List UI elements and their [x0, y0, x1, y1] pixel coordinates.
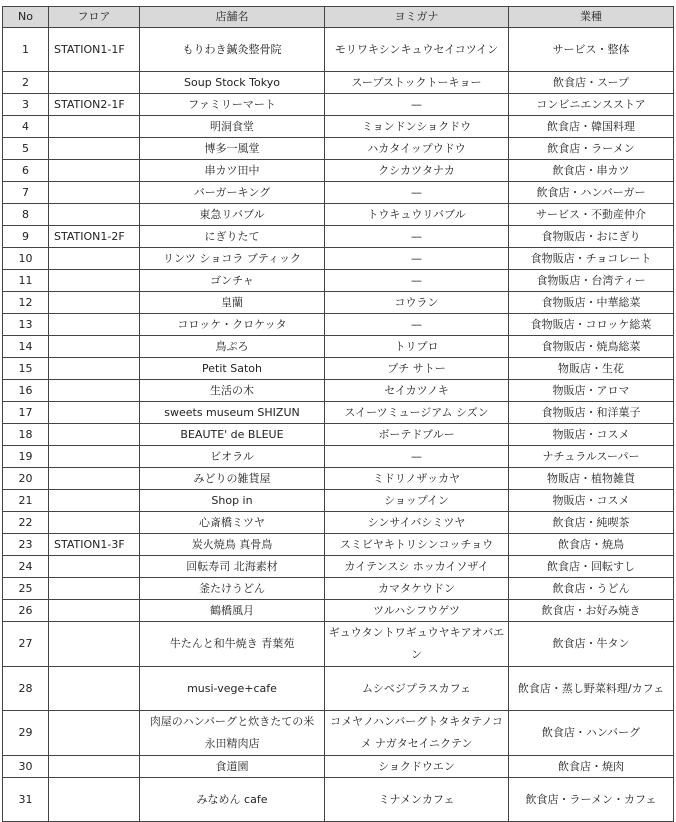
- cell-no: 31: [3, 778, 49, 822]
- cell-no: 25: [3, 578, 49, 600]
- table-row: [3, 402, 674, 424]
- cell-shop-name: ゴンチャ: [140, 270, 325, 292]
- table-row: [3, 446, 674, 468]
- cell-no: 10: [3, 248, 49, 270]
- cell-reading: —: [325, 314, 509, 336]
- cell-reading: トウキュウリバブル: [325, 204, 509, 226]
- cell-shop-name: 回転寿司 北海素材: [140, 556, 325, 578]
- cell-no: 4: [3, 116, 49, 138]
- cell-reading: コウラン: [325, 292, 509, 314]
- cell-no: 13: [3, 314, 49, 336]
- table-row: [3, 622, 674, 667]
- cell-floor: [49, 711, 140, 756]
- cell-no: 20: [3, 468, 49, 490]
- cell-shop-name: 明洞食堂: [140, 116, 325, 138]
- cell-reading: ミナメンカフェ: [325, 778, 509, 822]
- cell-reading: シンサイバシミツヤ: [325, 512, 509, 534]
- cell-no: 3: [3, 94, 49, 116]
- cell-no: 17: [3, 402, 49, 424]
- cell-no: 5: [3, 138, 49, 160]
- cell-floor: [49, 270, 140, 292]
- cell-shop-name: ファミリーマート: [140, 94, 325, 116]
- table-row: [3, 556, 674, 578]
- cell-no: 19: [3, 446, 49, 468]
- cell-reading: —: [325, 182, 509, 204]
- cell-shop-name: もりわき鍼灸整骨院: [140, 28, 325, 72]
- cell-shop-name: Soup Stock Tokyo: [140, 72, 325, 94]
- cell-category: 食物販店・台湾ティー: [509, 270, 674, 292]
- cell-no: 16: [3, 380, 49, 402]
- cell-no: 8: [3, 204, 49, 226]
- table-row: [3, 314, 674, 336]
- cell-floor: [49, 600, 140, 622]
- table-row: [3, 756, 674, 778]
- cell-shop-name: BEAUTE' de BLEUE: [140, 424, 325, 446]
- table-row: [3, 600, 674, 622]
- cell-shop-name: 東急リバブル: [140, 204, 325, 226]
- cell-reading: コメヤノハンバーグトタキタテノコメ ナガタセイニクテン: [325, 711, 509, 756]
- cell-floor: [49, 248, 140, 270]
- cell-shop-name: 生活の木: [140, 380, 325, 402]
- cell-floor: [49, 160, 140, 182]
- cell-category: 物販店・コスメ: [509, 490, 674, 512]
- table-row: [3, 72, 674, 94]
- cell-category: サービス・整体: [509, 28, 674, 72]
- cell-category: 飲食店・ラーメン: [509, 138, 674, 160]
- cell-floor: STATION1-2F: [49, 226, 140, 248]
- cell-no: 7: [3, 182, 49, 204]
- cell-shop-name: musi-vege+cafe: [140, 667, 325, 711]
- cell-reading: ミョンドンショクドウ: [325, 116, 509, 138]
- header-reading: ヨミガナ: [325, 7, 509, 28]
- cell-reading: ミドリノザッカヤ: [325, 468, 509, 490]
- table-row: [3, 160, 674, 182]
- cell-floor: [49, 292, 140, 314]
- cell-category: 物販店・アロマ: [509, 380, 674, 402]
- table-row: [3, 116, 674, 138]
- header-row: [3, 7, 674, 28]
- cell-reading: —: [325, 248, 509, 270]
- cell-category: コンビニエンスストア: [509, 94, 674, 116]
- cell-category: 飲食店・回転すし: [509, 556, 674, 578]
- cell-shop-name: 食道園: [140, 756, 325, 778]
- cell-shop-name: みどりの雑貨屋: [140, 468, 325, 490]
- cell-category: 飲食店・ハンバーガー: [509, 182, 674, 204]
- header-category: 業種: [509, 7, 674, 28]
- cell-category: 飲食店・牛タン: [509, 622, 674, 667]
- cell-no: 15: [3, 358, 49, 380]
- cell-floor: [49, 116, 140, 138]
- cell-shop-name: 牛たんと和牛焼き 青葉苑: [140, 622, 325, 667]
- cell-floor: [49, 578, 140, 600]
- cell-reading: ツルハシフウゲツ: [325, 600, 509, 622]
- cell-category: 物販店・植物雑貨: [509, 468, 674, 490]
- cell-floor: [49, 556, 140, 578]
- cell-no: 12: [3, 292, 49, 314]
- cell-floor: [49, 402, 140, 424]
- cell-floor: [49, 622, 140, 667]
- table-row: [3, 380, 674, 402]
- cell-category: 飲食店・韓国料理: [509, 116, 674, 138]
- cell-reading: モリワキシンキュウセイコツイン: [325, 28, 509, 72]
- header-floor: フロア: [49, 7, 140, 28]
- cell-shop-name: 心斎橋ミツヤ: [140, 512, 325, 534]
- table-row: [3, 226, 674, 248]
- cell-category: 飲食店・蒸し野菜料理/カフェ: [509, 667, 674, 711]
- cell-no: 27: [3, 622, 49, 667]
- cell-floor: STATION1-1F: [49, 28, 140, 72]
- header-no: No: [3, 7, 49, 28]
- cell-category: 飲食店・ラーメン・カフェ: [509, 778, 674, 822]
- cell-floor: [49, 778, 140, 822]
- cell-shop-name: 皇蘭: [140, 292, 325, 314]
- cell-category: 食物販店・おにぎり: [509, 226, 674, 248]
- cell-floor: [49, 204, 140, 226]
- shop-table: [2, 6, 674, 822]
- cell-shop-name: ビオラル: [140, 446, 325, 468]
- cell-shop-name: Petit Satoh: [140, 358, 325, 380]
- cell-reading: クシカツタナカ: [325, 160, 509, 182]
- cell-category: 飲食店・串カツ: [509, 160, 674, 182]
- cell-shop-name: 炭火焼鳥 真骨鳥: [140, 534, 325, 556]
- cell-shop-name: 肉屋のハンバーグと炊きたての米 永田精肉店: [140, 711, 325, 756]
- cell-no: 18: [3, 424, 49, 446]
- cell-shop-name: 串カツ田中: [140, 160, 325, 182]
- cell-no: 30: [3, 756, 49, 778]
- cell-floor: [49, 358, 140, 380]
- table-row: [3, 336, 674, 358]
- table-row: [3, 512, 674, 534]
- table-row: [3, 490, 674, 512]
- cell-no: 22: [3, 512, 49, 534]
- cell-floor: [49, 72, 140, 94]
- table-row: [3, 292, 674, 314]
- cell-shop-name: 博多一風堂: [140, 138, 325, 160]
- cell-reading: ショクドウエン: [325, 756, 509, 778]
- cell-floor: [49, 446, 140, 468]
- cell-floor: STATION2-1F: [49, 94, 140, 116]
- cell-no: 26: [3, 600, 49, 622]
- cell-floor: [49, 314, 140, 336]
- cell-shop-name: にぎりたて: [140, 226, 325, 248]
- cell-no: 11: [3, 270, 49, 292]
- table-row: [3, 667, 674, 711]
- cell-no: 24: [3, 556, 49, 578]
- cell-floor: STATION1-3F: [49, 534, 140, 556]
- cell-no: 1: [3, 28, 49, 72]
- cell-category: 物販店・生花: [509, 358, 674, 380]
- cell-floor: [49, 424, 140, 446]
- cell-category: 食物販店・中華総菜: [509, 292, 674, 314]
- cell-no: 14: [3, 336, 49, 358]
- cell-reading: ショップイン: [325, 490, 509, 512]
- cell-no: 29: [3, 711, 49, 756]
- cell-reading: —: [325, 226, 509, 248]
- table-row: [3, 28, 674, 72]
- table-row: [3, 138, 674, 160]
- cell-shop-name: sweets museum SHIZUN: [140, 402, 325, 424]
- cell-category: ナチュラルスーパー: [509, 446, 674, 468]
- cell-shop-name: コロッケ・クロケッタ: [140, 314, 325, 336]
- cell-no: 2: [3, 72, 49, 94]
- cell-reading: スミビヤキトリシンコッチョウ: [325, 534, 509, 556]
- cell-category: 食物販店・コロッケ総菜: [509, 314, 674, 336]
- cell-reading: ボーテドブルー: [325, 424, 509, 446]
- cell-category: サービス・不動産仲介: [509, 204, 674, 226]
- cell-reading: トリプロ: [325, 336, 509, 358]
- cell-reading: —: [325, 270, 509, 292]
- cell-reading: ギュウタントワギュウヤキアオバエン: [325, 622, 509, 667]
- cell-shop-name: Shop in: [140, 490, 325, 512]
- cell-floor: [49, 380, 140, 402]
- cell-shop-name: みなめん cafe: [140, 778, 325, 822]
- cell-floor: [49, 756, 140, 778]
- cell-reading: プチ サトー: [325, 358, 509, 380]
- table-header: [3, 7, 674, 28]
- table-row: [3, 578, 674, 600]
- table-row: [3, 424, 674, 446]
- cell-category: 飲食店・純喫茶: [509, 512, 674, 534]
- cell-shop-name: 鶴橋風月: [140, 600, 325, 622]
- header-shop-name: 店舗名: [140, 7, 325, 28]
- cell-category: 飲食店・うどん: [509, 578, 674, 600]
- cell-category: 飲食店・お好み焼き: [509, 600, 674, 622]
- table-row: [3, 358, 674, 380]
- cell-floor: [49, 667, 140, 711]
- table-row: [3, 270, 674, 292]
- table-row: [3, 94, 674, 116]
- cell-shop-name: リンツ ショコラ ブティック: [140, 248, 325, 270]
- table-row: [3, 468, 674, 490]
- cell-reading: ムシベジプラスカフェ: [325, 667, 509, 711]
- table-row: [3, 711, 674, 756]
- table-row: [3, 248, 674, 270]
- cell-reading: スイーツミュージアム シズン: [325, 402, 509, 424]
- cell-category: 飲食店・ハンバーグ: [509, 711, 674, 756]
- cell-reading: ハカタイップウドウ: [325, 138, 509, 160]
- cell-floor: [49, 336, 140, 358]
- cell-shop-name: バーガーキング: [140, 182, 325, 204]
- cell-floor: [49, 138, 140, 160]
- cell-category: 食物販店・焼鳥総菜: [509, 336, 674, 358]
- cell-no: 21: [3, 490, 49, 512]
- table-row: [3, 204, 674, 226]
- cell-reading: セイカツノキ: [325, 380, 509, 402]
- cell-shop-name: 釜たけうどん: [140, 578, 325, 600]
- cell-shop-name: 鳥ぷろ: [140, 336, 325, 358]
- cell-reading: カマタケウドン: [325, 578, 509, 600]
- table-row: [3, 778, 674, 822]
- table-row: [3, 534, 674, 556]
- cell-reading: スープストックトーキョー: [325, 72, 509, 94]
- cell-reading: —: [325, 94, 509, 116]
- table-body: [3, 28, 674, 822]
- cell-no: 28: [3, 667, 49, 711]
- cell-category: 飲食店・焼肉: [509, 756, 674, 778]
- cell-no: 23: [3, 534, 49, 556]
- cell-no: 6: [3, 160, 49, 182]
- cell-no: 9: [3, 226, 49, 248]
- cell-floor: [49, 512, 140, 534]
- cell-reading: カイテンスシ ホッカイソザイ: [325, 556, 509, 578]
- cell-category: 飲食店・スープ: [509, 72, 674, 94]
- cell-category: 物販店・コスメ: [509, 424, 674, 446]
- cell-category: 飲食店・焼鳥: [509, 534, 674, 556]
- cell-floor: [49, 182, 140, 204]
- cell-floor: [49, 468, 140, 490]
- cell-category: 食物販店・和洋菓子: [509, 402, 674, 424]
- table-row: [3, 182, 674, 204]
- cell-floor: [49, 490, 140, 512]
- cell-category: 食物販店・チョコレート: [509, 248, 674, 270]
- cell-reading: —: [325, 446, 509, 468]
